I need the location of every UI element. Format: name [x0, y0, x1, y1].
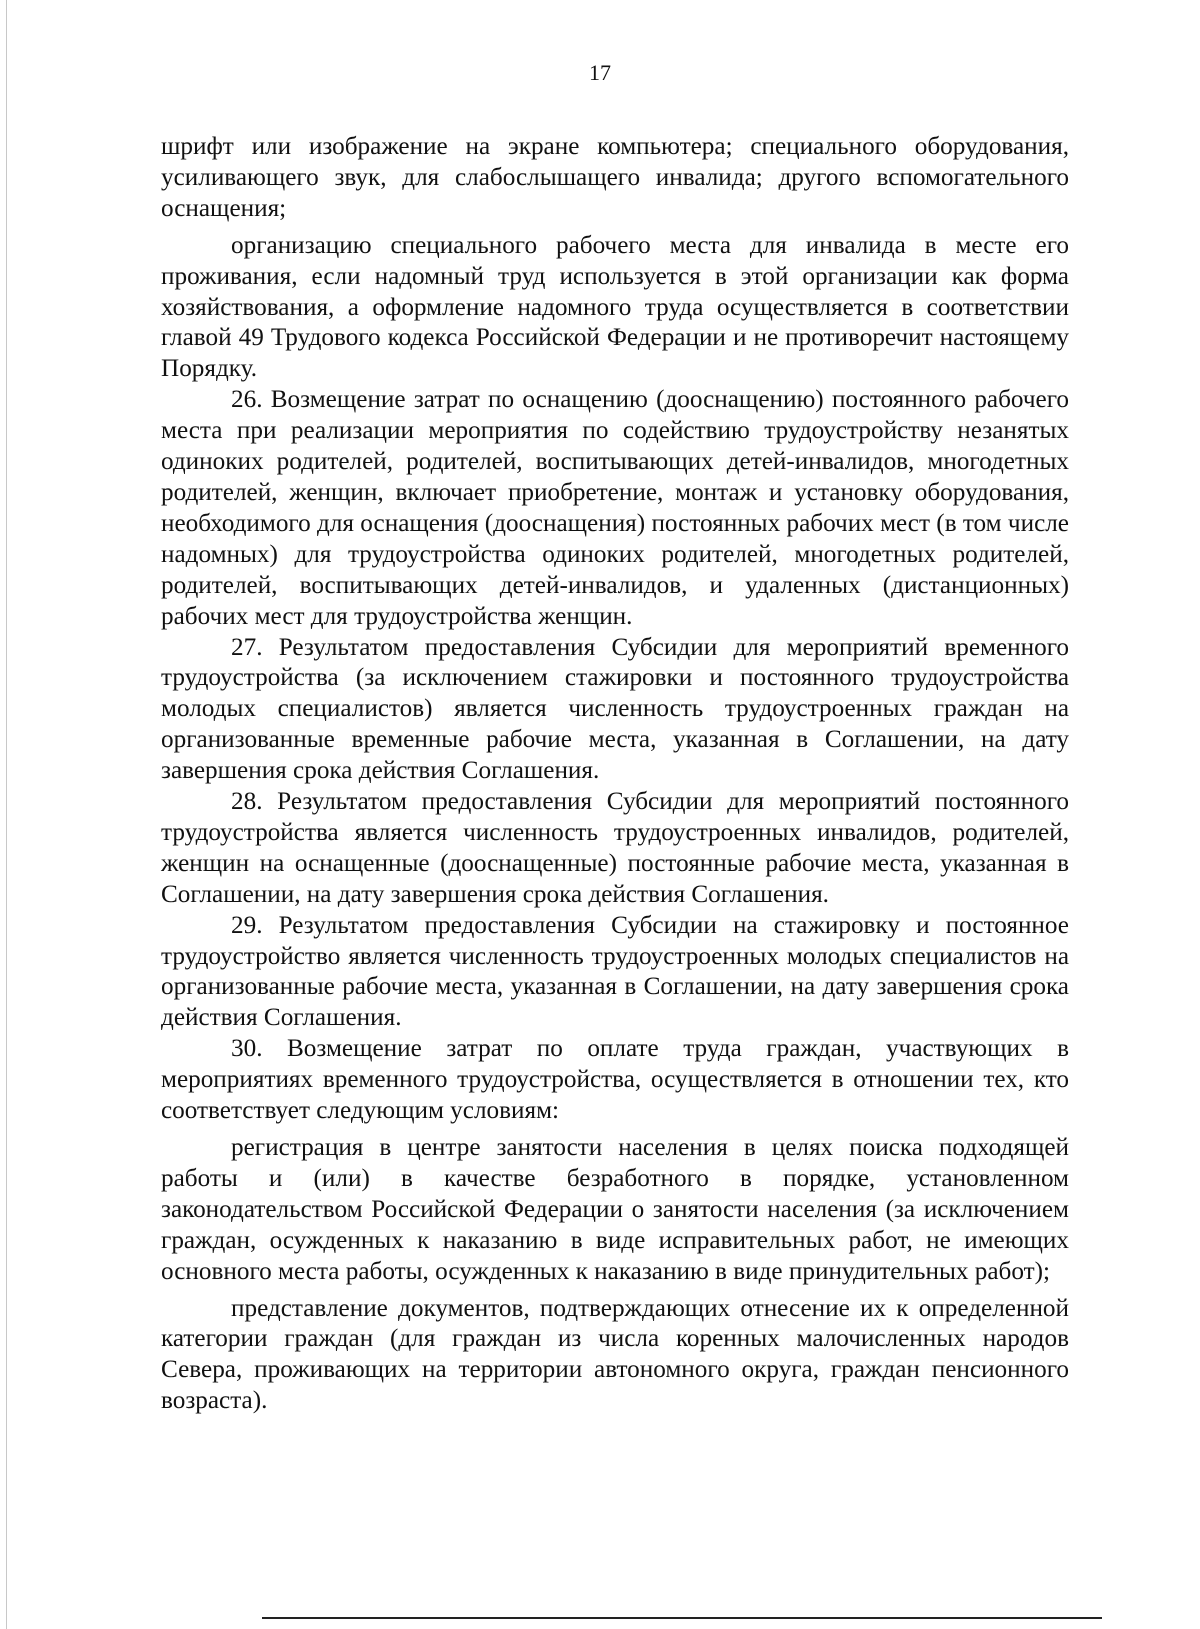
paragraph-equipment-continuation: шрифт или изображение на экране компьютера; специального оборудования, усиливающего звук, для слабослышащего инвалида; другого вспомогательного оснащения; [161, 133, 1069, 222]
paragraph-28: 28. Результатом предоставления Субсидии для мероприятий постоянного трудоустройства является численность трудоустроенных инвалидов, родителей, женщин на оснащенные (дооснащенные) постоянные рабочие места, указанная в Соглашении, на дату завершения срока действия Соглашения. [161, 788, 1069, 908]
page-edge-line [6, 0, 7, 1629]
paragraph-29: 29. Результатом предоставления Субсидии на стажировку и постоянное трудоустройство является численность трудоустроенных молодых специалистов на организованные рабочие места, указанная в Соглашении, на дату завершения срока действия Соглашения. [161, 911, 1069, 1032]
bottom-rule [262, 1617, 1102, 1619]
paragraph-registration-condition: регистрация в центре занятости населения в целях поиска подходящей работы и (или) в качестве безработного в порядке, установленном законодательством Российской Федерации о занятости населения (за исключением граждан, осужденных к наказанию в виде исправительных работ, не имеющих основного места работы, осужденных к наказанию в виде принудительных работ); [161, 1134, 1069, 1285]
paragraph-27: 27. Результатом предоставления Субсидии для мероприятий временного трудоустройства (за исключением стажировки и постоянного трудоустройства молодых специалистов) является численность трудоустроенных граждан на организованные временные рабочие места, указанная в Соглашении, на дату завершения срока действия Соглашения. [161, 633, 1069, 785]
paragraph-documents-condition: представление документов, подтверждающих отнесение их к определенной категории граждан (для граждан из числа коренных малочисленных народов Севера, проживающих на территории автономного округа, граждан пенсионного возраста). [161, 1294, 1069, 1415]
paragraph-home-workplace: организацию специального рабочего места для инвалида в месте его проживания, если надомный труд используется в этой организации как форма хозяйствования, а оформление надомного труда осуществляется в соответствии главой 49 Трудового кодекса Российской Федерации и не противоречит настоящему Порядку. [161, 231, 1069, 383]
paragraph-30: 30. Возмещение затрат по оплате труда граждан, участвующих в мероприятиях временного трудоустройства, осуществляется в отношении тех, кто соответствует следующим условиям: [161, 1035, 1069, 1125]
document-body [161, 132, 1069, 1417]
paragraph-26: 26. Возмещение затрат по оснащению (дооснащению) постоянного рабочего места при реализации мероприятия по содействию трудоустройству незанятых одиноких родителей, родителей, воспитывающих детей-инвалидов, многодетных родителей, женщин, включает приобретение, монтаж и установку оборудования, необходимого для оснащения (дооснащения) постоянных рабочих мест (в том числе надомных) для трудоустройства одиноких родителей, многодетных родителей, родителей, воспитывающих детей-инвалидов, и удаленных (дистанционных) рабочих мест для трудоустройства женщин. [161, 386, 1069, 630]
page-number: 17 [589, 60, 611, 85]
